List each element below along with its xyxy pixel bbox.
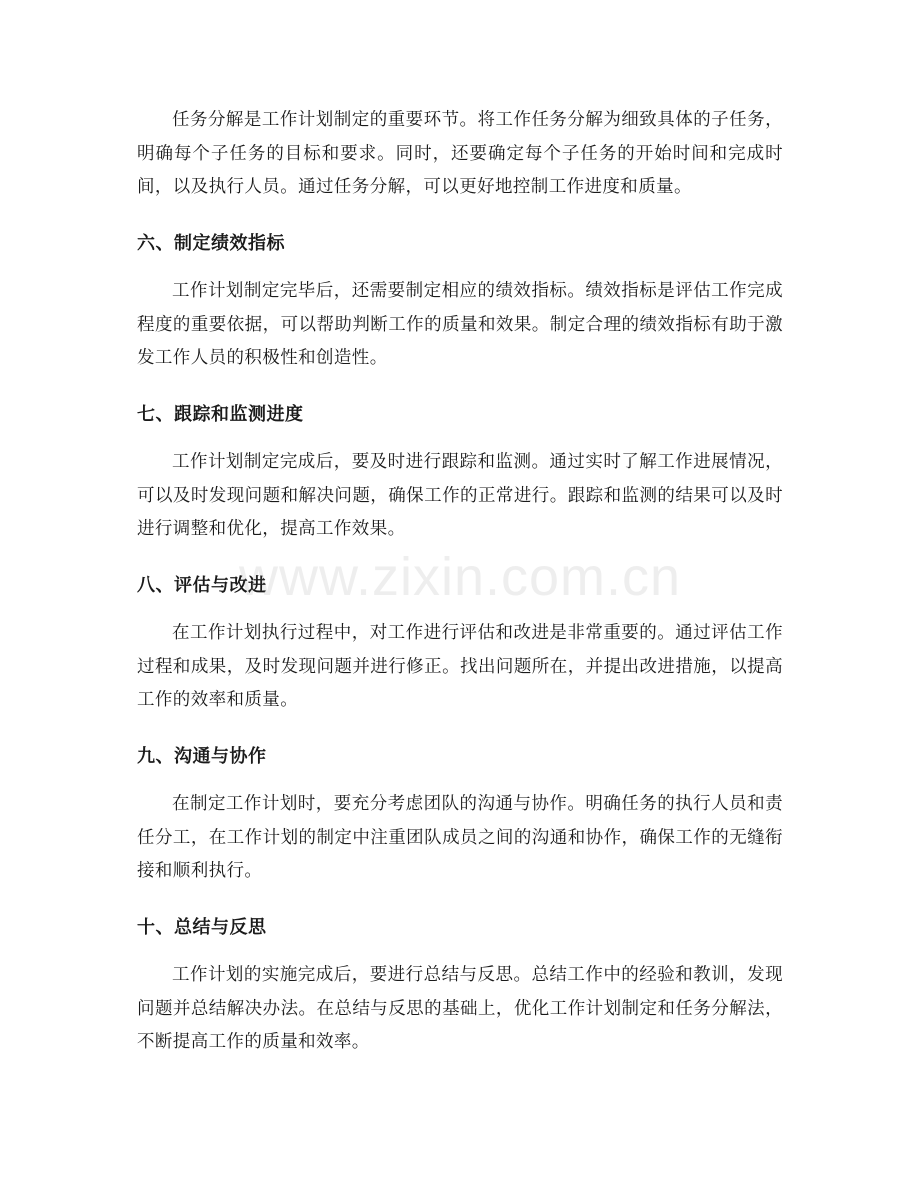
heading-section-10: 十、总结与反思: [137, 917, 267, 938]
paragraph-tracking-progress: 工作计划制定完成后，要及时进行跟踪和监测。通过实时了解工作进展情况，可以及时发现问题和解决问题，确保工作的正常进行。跟踪和监测的结果可以及时进行调整和优化，提高工作效果。: [137, 452, 783, 539]
paragraph-summary-reflection: 工作计划的实施完成后，要进行总结与反思。总结工作中的经验和教训，发现问题并总结解决办法。在总结与反思的基础上，优化工作计划制定和任务分解法，不断提高工作的质量和效率。: [137, 965, 783, 1052]
heading-section-7: 七、跟踪和监测进度: [137, 404, 304, 425]
paragraph-evaluation-improvement: 在工作计划执行过程中，对工作进行评估和改进是非常重要的。通过评估工作过程和成果，及时发现问题并进行修正。找出问题所在，并提出改进措施，以提高工作的效率和质量。: [137, 623, 783, 710]
paragraph-task-decomposition: 任务分解是工作计划制定的重要环节。将工作任务分解为细致具体的子任务，明确每个子任务的目标和要求。同时，还要确定每个子任务的开始时间和完成时间，以及执行人员。通过任务分解，可以更好地控制工作进度和质量。: [137, 110, 783, 197]
heading-section-8: 八、评估与改进: [137, 575, 267, 596]
paragraph-communication-collaboration: 在制定工作计划时，要充分考虑团队的沟通与协作。明确任务的执行人员和责任分工，在工作计划的制定中注重团队成员之间的沟通和协作，确保工作的无缝衔接和顺利执行。: [137, 794, 783, 881]
paragraph-performance-indicators: 工作计划制定完毕后，还需要制定相应的绩效指标。绩效指标是评估工作完成程度的重要依据，可以帮助判断工作的质量和效果。制定合理的绩效指标有助于激发工作人员的积极性和创造性。: [137, 281, 783, 368]
heading-section-6: 六、制定绩效指标: [137, 233, 285, 254]
heading-section-9: 九、沟通与协作: [137, 746, 267, 767]
watermark-text: www.zixin.com.cn: [238, 547, 682, 607]
